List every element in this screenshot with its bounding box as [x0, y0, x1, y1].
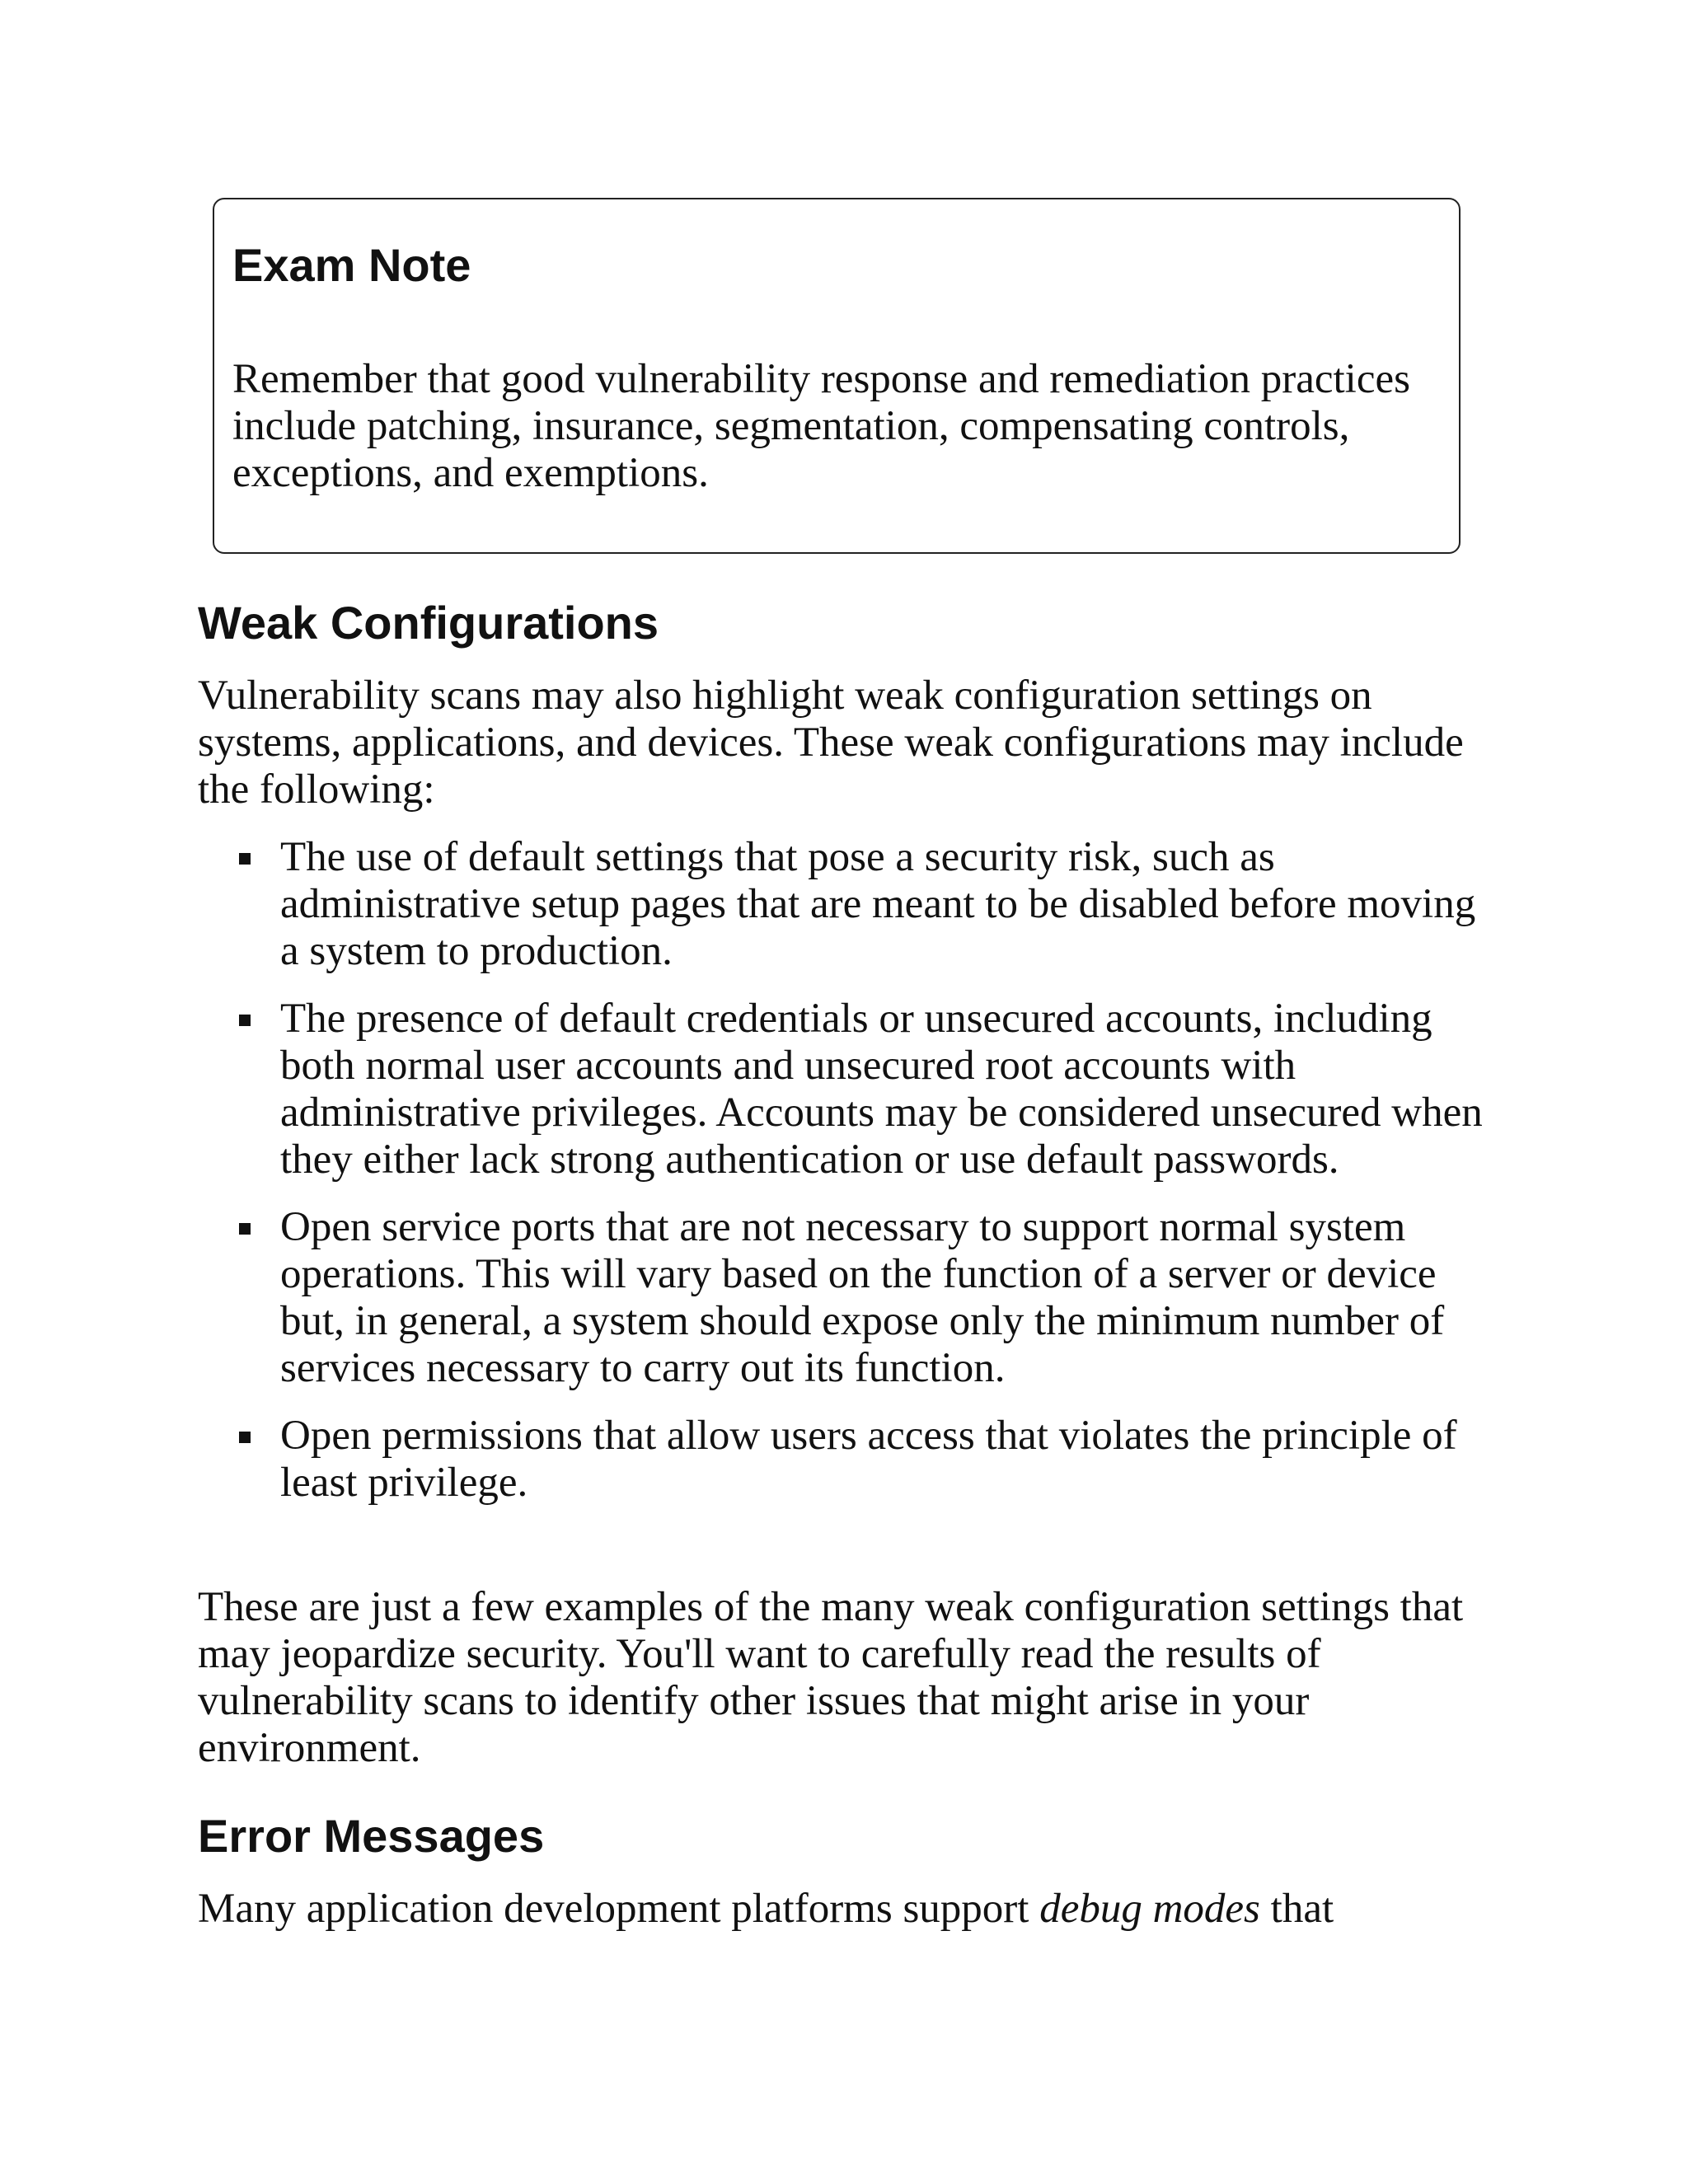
error-messages-heading: Error Messages [198, 1810, 545, 1862]
weak-configurations-heading: Weak Configurations [198, 597, 659, 649]
weak-configurations-intro: Vulnerability scans may also highlight weak configuration settings on systems, applications, and devices. These weak configurations may include the following: [198, 673, 1464, 813]
exam-note-text: Remember that good vulnerability response and remediation practices include patching, insurance, segmentation, compensating controls, exceptions, and exemptions. [232, 356, 1410, 496]
list-item [198, 1413, 1500, 1507]
list-item-text: Open permissions that allow users access that violates the principle of least privilege. [280, 1413, 1457, 1506]
list-item-text: The presence of default credentials or unsecured accounts, including both normal user accounts and unsecured root accounts with administrative privileges. Accounts may be considered unsecured when they either lack strong authentication or use default passwords. [280, 996, 1483, 1183]
weak-configurations-closing: These are just a few examples of the many weak configuration settings that may jeopardize security. You'll want to carefully read the results of vulnerability scans to identify other issues that might arise in your environment. [198, 1584, 1464, 1771]
square-bullet-icon [239, 1223, 251, 1235]
list-item [198, 996, 1500, 1183]
list-item [198, 1204, 1500, 1392]
list-item [198, 834, 1500, 975]
weak-configurations-list [198, 834, 1500, 1527]
error-messages-intro-start: Many application development platforms support [198, 1886, 1040, 1932]
exam-note-box [213, 198, 1461, 554]
error-messages-intro [198, 1886, 1484, 1933]
square-bullet-icon [239, 1432, 251, 1443]
exam-note-title: Exam Note [232, 239, 471, 291]
error-messages-intro-end: that [1259, 1886, 1334, 1932]
square-bullet-icon [239, 1015, 251, 1026]
list-item-text: Open service ports that are not necessary to support normal system operations. This will vary based on the function of a server or device but, in general, a system should expose only the minimum number of services necessary to carry out its function. [280, 1204, 1445, 1391]
list-item-text: The use of default settings that pose a security risk, such as administrative setup pages that are meant to be disabled before moving a system to production. [280, 834, 1476, 974]
debug-modes-emphasis: debug modes [1039, 1886, 1260, 1932]
square-bullet-icon [239, 853, 251, 865]
